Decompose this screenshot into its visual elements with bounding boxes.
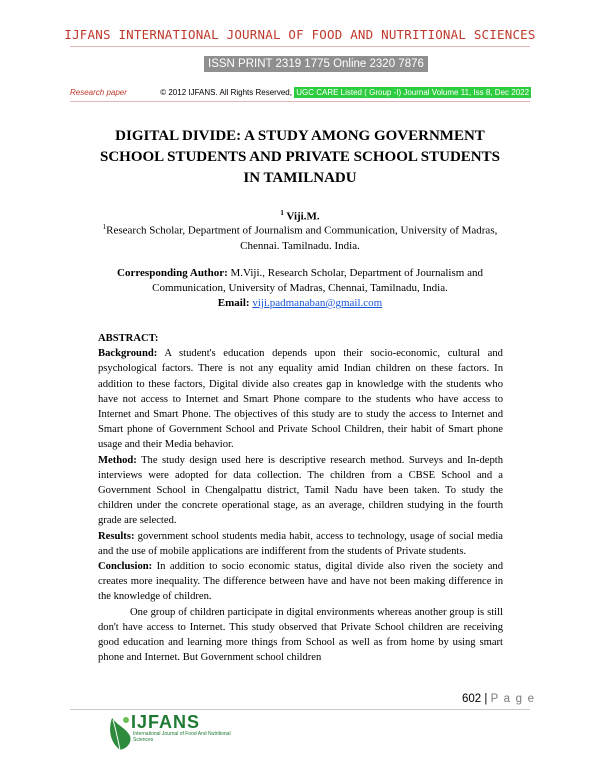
logo-text: IJFANS (131, 712, 201, 732)
copyright-text: © 2012 IJFANS. All Rights Reserved, (160, 88, 292, 97)
page-number-value: 602 (462, 693, 482, 705)
background-label: Background: (98, 348, 158, 360)
abstract-results (98, 529, 503, 559)
issn-badge: ISSN PRINT 2319 1775 Online 2320 7876 (204, 56, 428, 72)
abstract-method (98, 453, 503, 529)
email-line (100, 296, 500, 311)
meta-divider (70, 101, 530, 102)
method-label: Method: (98, 454, 137, 466)
page-label: P a g e (490, 693, 536, 705)
conclusion-label: Conclusion: (98, 561, 153, 573)
logo-subtitle: International Journal of Food And Nutritional Sciences (133, 731, 231, 743)
paper-title: DIGITAL DIVIDE: A STUDY AMONG GOVERNMENT SCHOOL STUDENTS AND PRIVATE SCHOOL STUDENTS IN TAMILNADU (100, 128, 500, 186)
corresponding-label: Corresponding Author: (117, 267, 228, 279)
corresponding-author (100, 266, 500, 296)
results-text: government school students media habit, access to technology, usage of social media and the use of mobile applications are indifferent from the students of Private students. (98, 530, 503, 557)
abstract-conclusion (98, 559, 503, 605)
background-text: A student's education depends upon their socio-economic, cultural and psychological factors. There is not any equality amid Indian children on these factors. In addition to these factors, Digital divide also creates gap in knowledge with the students who have not access to Internet and Smart Phone compare to the students who have access to Internet and Smart Phone. The objectives of this study are to study the access to Internet and Smart phone of Government School and Private School Children, their habit of Smart phone usage and their Media behavior. (98, 348, 503, 451)
research-paper-label: Research paper (70, 88, 127, 97)
meta-line (70, 88, 531, 97)
body-paragraph: One group of children participate in digital environments whereas another group is still don't have access to Internet. This study observed that Private School children are receiving good education and learning more things from School as well as from home by using smart phone and Internet. But Government school children (98, 606, 503, 664)
affiliation (100, 220, 500, 254)
ugc-badge: UGC CARE Listed ( Group -I) Journal Volume 11, Iss 8, Dec 2022 (296, 88, 530, 97)
leaf-logo-icon (106, 712, 134, 752)
journal-title: IJFANS INTERNATIONAL JOURNAL OF FOOD AND NUTRITIONAL SCIENCES (64, 27, 536, 42)
method-text: The study design used here is descriptive research method. Surveys and In-depth interviews were adopted for data collection. The children from a CBSE School and a Government School in Chengalpattu district, Tamil Nadu have been taken. To study the children under the concrete operational stage, as an average, children studying in the fourth grade are selected. (98, 454, 503, 527)
abstract-background (98, 346, 503, 452)
author-name: Viji.M. (286, 210, 320, 223)
email-label: Email: (217, 297, 250, 309)
affiliation-superscript: 1 (102, 223, 107, 231)
footer-divider (70, 709, 530, 710)
author-superscript: 1 (280, 209, 284, 217)
email-link[interactable]: viji.padmanaban@gmail.com (252, 297, 383, 309)
corresponding-text: M.Viji., Research Scholar, Department of Journalism and Communication, University of Madras, Chennai, Tamilnadu, India. (152, 267, 483, 294)
header-divider (70, 46, 530, 47)
conclusion-text: In addition to socio economic status, digital divide also riven the society and creates more inequality. The difference between have and have not been making difference in the knowledge of children. (98, 561, 503, 603)
page-separator: | (484, 693, 488, 705)
results-label: Results: (98, 530, 135, 542)
abstract (98, 331, 503, 665)
abstract-heading: ABSTRACT: (98, 333, 159, 344)
page-number (462, 693, 535, 705)
affiliation-text: Research Scholar, Department of Journalism and Communication, University of Madras, Chennai. Tamilnadu. India. (106, 224, 498, 252)
